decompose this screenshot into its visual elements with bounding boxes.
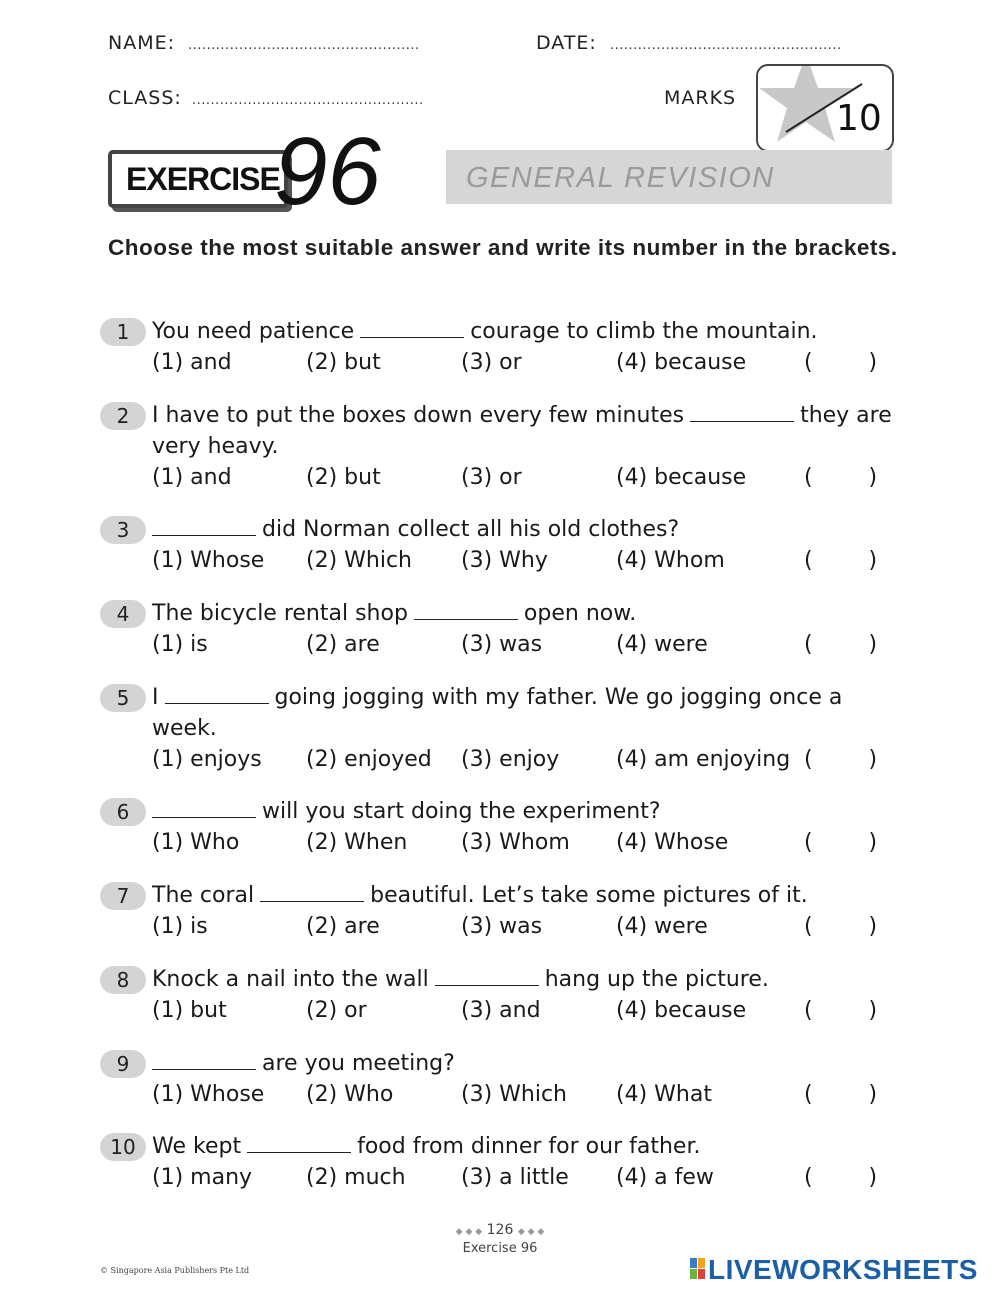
question-stem	[152, 1131, 894, 1162]
option-3: (3) Whom	[461, 830, 570, 855]
stem-before: You need patience	[152, 319, 355, 344]
option-4: (4) am enjoying	[616, 747, 791, 772]
question-item	[100, 682, 900, 775]
option-4: (4) because	[616, 465, 747, 490]
question-number: 2	[100, 402, 146, 430]
question-stem	[152, 598, 894, 629]
question-item	[100, 964, 900, 1026]
question-item	[100, 1048, 900, 1110]
answer-blank	[152, 1049, 256, 1070]
option-1: (1) Whose	[152, 548, 265, 573]
question-stem	[152, 796, 894, 827]
stem-after: courage to climb the mountain.	[470, 319, 818, 344]
option-3: (3) was	[461, 914, 543, 939]
topic-title: GENERAL REVISION	[466, 162, 775, 194]
option-3: (3) enjoy	[461, 747, 560, 772]
exercise-badge	[108, 150, 288, 208]
answer-blank	[690, 401, 794, 422]
topic-bar	[446, 150, 892, 204]
stem-before: We kept	[152, 1134, 242, 1159]
question-item	[100, 514, 900, 576]
stem-after: are you meeting?	[262, 1051, 455, 1076]
question-number: 5	[100, 684, 146, 712]
question-stem	[152, 682, 894, 744]
option-2: (2) but	[306, 465, 381, 490]
stem-after: they are very heavy.	[152, 403, 892, 459]
stem-before: The bicycle rental shop	[152, 601, 408, 626]
stem-before: I	[152, 685, 159, 710]
option-3: (3) and	[461, 998, 541, 1023]
stem-before: I have to put the boxes down every few minutes	[152, 403, 685, 428]
answer-blank	[435, 965, 539, 986]
option-4: (4) What	[616, 1082, 712, 1107]
stem-after: did Norman collect all his old clothes?	[262, 517, 680, 542]
answer-bracket[interactable]: ( )	[804, 350, 878, 375]
answer-bracket[interactable]: ( )	[804, 632, 878, 657]
answer-blank	[360, 317, 464, 338]
exercise-ref: Exercise 96	[462, 1241, 538, 1256]
question-number: 4	[100, 600, 146, 628]
copyright: © Singapore Asia Publishers Pte Ltd	[100, 1266, 250, 1275]
option-2: (2) When	[306, 830, 408, 855]
question-item	[100, 400, 900, 493]
answer-bracket[interactable]: ( )	[804, 830, 878, 855]
answer-bracket[interactable]: ( )	[804, 548, 878, 573]
option-4: (4) a few	[616, 1165, 714, 1190]
question-stem	[152, 514, 894, 545]
question-number: 8	[100, 966, 146, 994]
exercise-label: EXERCISE	[126, 161, 280, 197]
question-item	[100, 1131, 900, 1193]
page-number: ◆ ◆ ◆ 126 ◆ ◆ ◆	[455, 1222, 545, 1238]
question-stem	[152, 316, 894, 347]
option-1: (1) and	[152, 465, 232, 490]
question-stem	[152, 400, 894, 462]
option-1: (1) but	[152, 998, 227, 1023]
question-stem	[152, 1048, 894, 1079]
option-2: (2) are	[306, 914, 380, 939]
stem-before: Knock a nail into the wall	[152, 967, 429, 992]
date-label: DATE:	[536, 32, 597, 54]
answer-bracket[interactable]: ( )	[804, 998, 878, 1023]
answer-blank	[260, 881, 364, 902]
option-2: (2) or	[306, 998, 367, 1023]
option-4: (4) because	[616, 350, 747, 375]
option-4: (4) were	[616, 632, 708, 657]
answer-bracket[interactable]: ( )	[804, 1082, 878, 1107]
option-1: (1) is	[152, 914, 208, 939]
option-2: (2) Who	[306, 1082, 394, 1107]
question-number: 9	[100, 1050, 146, 1078]
option-2: (2) much	[306, 1165, 406, 1190]
question-number: 3	[100, 516, 146, 544]
class-label: CLASS:	[108, 87, 182, 109]
answer-blank	[247, 1132, 351, 1153]
instructions: Choose the most suitable answer and write its number in the brackets.	[108, 235, 898, 260]
question-stem	[152, 964, 894, 995]
class-field[interactable]: ..................................................	[192, 93, 424, 108]
option-2: (2) enjoyed	[306, 747, 432, 772]
answer-bracket[interactable]: ( )	[804, 747, 878, 772]
question-item	[100, 796, 900, 858]
option-4: (4) Whose	[616, 830, 729, 855]
question-item	[100, 316, 900, 378]
answer-bracket[interactable]: ( )	[804, 914, 878, 939]
answer-blank	[414, 599, 518, 620]
option-1: (1) Who	[152, 830, 240, 855]
answer-bracket[interactable]: ( )	[804, 465, 878, 490]
question-number: 6	[100, 798, 146, 826]
stem-after: open now.	[523, 601, 637, 626]
option-3: (3) Why	[461, 548, 548, 573]
liveworksheets-logo-icon	[690, 1258, 706, 1280]
option-1: (1) Whose	[152, 1082, 265, 1107]
question-stem	[152, 880, 894, 911]
answer-blank	[152, 515, 256, 536]
option-1: (1) enjoys	[152, 747, 262, 772]
option-3: (3) a little	[461, 1165, 569, 1190]
stem-after: food from dinner for our father.	[357, 1134, 701, 1159]
option-3: (3) or	[461, 350, 522, 375]
option-3: (3) Which	[461, 1082, 568, 1107]
question-number: 7	[100, 882, 146, 910]
option-1: (1) many	[152, 1165, 253, 1190]
liveworksheets-brand[interactable]: LIVEWORKSHEETS	[708, 1254, 978, 1285]
question-number: 1	[100, 318, 146, 346]
stem-after: hang up the picture.	[544, 967, 769, 992]
marks-label: MARKS	[664, 87, 737, 109]
marks-box	[756, 64, 894, 152]
stem-after: going jogging with my father. We go jogging once a week.	[152, 685, 843, 741]
option-2: (2) Which	[306, 548, 413, 573]
stem-after: beautiful. Let’s take some pictures of it.	[370, 883, 808, 908]
option-3: (3) or	[461, 465, 522, 490]
option-4: (4) because	[616, 998, 747, 1023]
exercise-number: 96	[274, 118, 381, 225]
option-1: (1) and	[152, 350, 232, 375]
answer-blank	[152, 797, 256, 818]
option-2: (2) are	[306, 632, 380, 657]
question-item	[100, 880, 900, 942]
option-4: (4) Whom	[616, 548, 725, 573]
stem-after: will you start doing the experiment?	[262, 799, 661, 824]
answer-blank	[165, 683, 269, 704]
option-1: (1) is	[152, 632, 208, 657]
option-4: (4) were	[616, 914, 708, 939]
marks-total: 10	[836, 98, 882, 139]
option-3: (3) was	[461, 632, 543, 657]
name-label: NAME:	[108, 32, 176, 54]
date-field[interactable]: ..................................................	[610, 38, 842, 53]
option-2: (2) but	[306, 350, 381, 375]
page-number-value: 126	[486, 1222, 514, 1238]
stem-before: The coral	[152, 883, 255, 908]
name-field[interactable]: ..................................................	[188, 38, 420, 53]
answer-bracket[interactable]: ( )	[804, 1165, 878, 1190]
question-number: 10	[100, 1133, 146, 1161]
question-item	[100, 598, 900, 660]
